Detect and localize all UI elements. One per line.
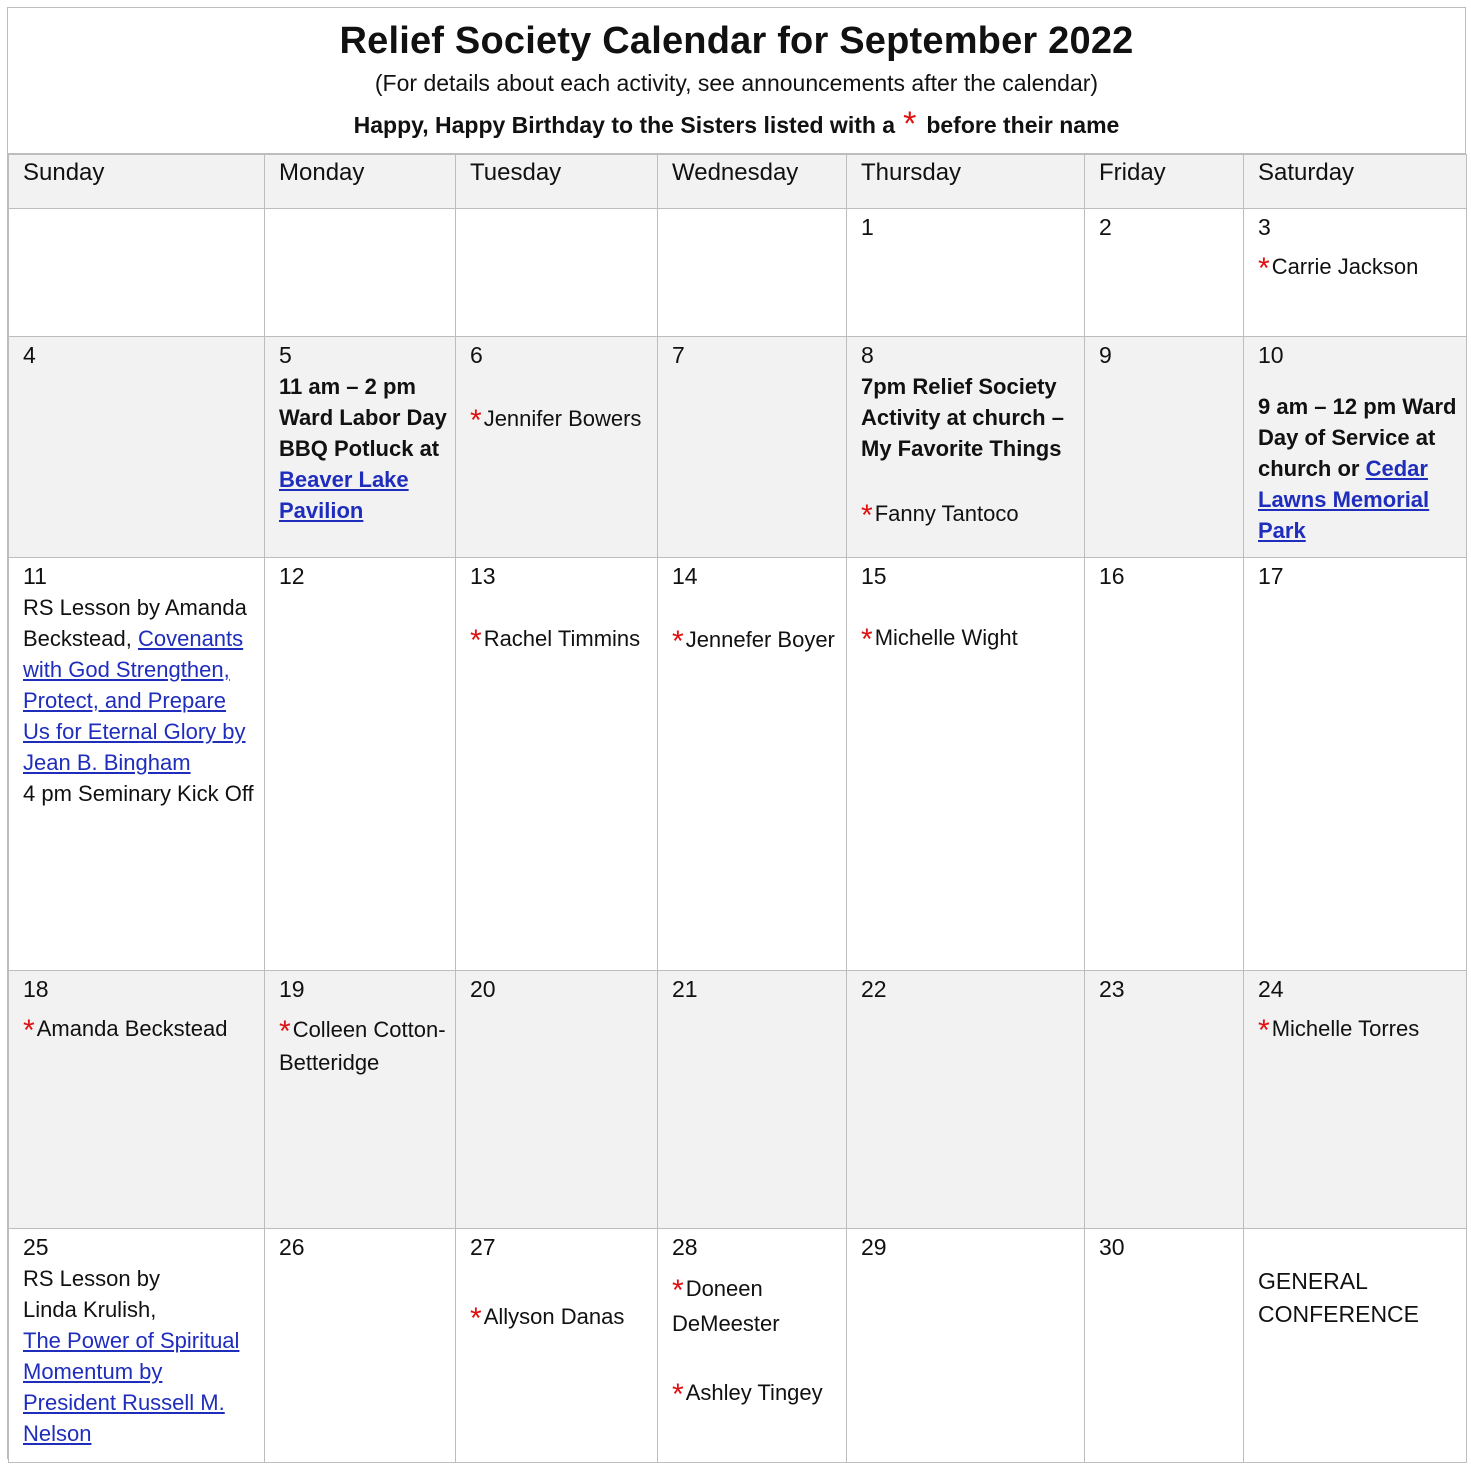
day-number: 2: [1099, 214, 1112, 240]
event-text: 4 pm Seminary Kick Off: [23, 781, 254, 806]
day-cell-20: [456, 971, 658, 1229]
day-cell-empty: [658, 209, 847, 337]
day-number: 4: [23, 342, 36, 368]
day-cell-28: [658, 1229, 847, 1463]
weekday-sunday: Sunday: [9, 155, 265, 209]
day-number: 7: [672, 342, 685, 368]
day-number: 11: [23, 563, 47, 589]
event-location-link[interactable]: Beaver Lake Pavilion: [279, 467, 409, 523]
day-cell-empty: [9, 209, 265, 337]
birthday-name: Rachel Timmins: [483, 626, 641, 651]
weekday-header-row: [9, 155, 1467, 209]
day-cell-9: [1085, 337, 1244, 558]
day-number: 29: [861, 1234, 887, 1260]
day-number: 28: [672, 1234, 698, 1260]
day-cell-8: [847, 337, 1085, 558]
day-number: 23: [1099, 976, 1125, 1002]
day-number: 27: [470, 1234, 496, 1260]
birthday-name: Fanny Tantoco: [874, 501, 1019, 526]
birthday-entry: [470, 401, 649, 436]
day-number: 30: [1099, 1234, 1125, 1260]
weekday-thursday: Thursday: [847, 155, 1085, 209]
day-cell-19: [265, 971, 456, 1229]
birthday-star-icon: *: [1258, 252, 1270, 285]
day-number: 8: [861, 342, 874, 368]
day-number: 20: [470, 976, 496, 1002]
day-number: 16: [1099, 563, 1125, 589]
weekday-saturday: Saturday: [1244, 155, 1467, 209]
day-number: 15: [861, 563, 887, 589]
birthday-star-icon: *: [470, 404, 482, 437]
day-number: 14: [672, 563, 698, 589]
day-number: 19: [279, 976, 305, 1002]
day-cell-25: [9, 1229, 265, 1463]
day-number: 26: [279, 1234, 305, 1260]
page-subtitle: (For details about each activity, see announcements after the calendar): [374, 70, 1099, 96]
day-cell-23: [1085, 971, 1244, 1229]
week-row-3: [9, 558, 1467, 971]
birthday-entry: [1258, 251, 1458, 285]
birthday-name: Ashley Tingey: [685, 1380, 823, 1405]
birthday-name: Jennefer Boyer: [685, 627, 835, 652]
day-number: 3: [1258, 214, 1271, 240]
day-number: 12: [279, 563, 305, 589]
day-cell-14: [658, 558, 847, 971]
event-text: 11 am – 2 pm Ward Labor Day BBQ Potluck at: [279, 374, 447, 461]
event-location-link[interactable]: Cedar Lawns Memorial Park: [1258, 456, 1430, 543]
day-number: 18: [23, 976, 49, 1002]
birthday-name: Doneen DeMeester: [672, 1276, 780, 1336]
day-cell-note: [1244, 1229, 1467, 1463]
day-cell-30: [1085, 1229, 1244, 1463]
day-cell-5: [265, 337, 456, 558]
birthday-name: Amanda Beckstead: [36, 1016, 228, 1041]
lesson-text: RS Lesson by Amanda Beckstead,: [23, 595, 247, 651]
day-cell-7: [658, 337, 847, 558]
day-number: 13: [470, 563, 496, 589]
day-cell-empty: [265, 209, 456, 337]
birthday-star-icon: *: [23, 1014, 35, 1047]
week-row-1: [9, 209, 1467, 337]
calendar: [7, 7, 1466, 1459]
day-number: 9: [1099, 342, 1112, 368]
day-cell-21: [658, 971, 847, 1229]
birthday-entry: [861, 622, 1076, 656]
day-cell-4: [9, 337, 265, 558]
birthday-entry: [672, 622, 838, 658]
birthday-entry: [1258, 1013, 1458, 1047]
day-cell-27: [456, 1229, 658, 1463]
day-cell-empty: [456, 209, 658, 337]
birthday-star-icon: *: [1258, 1014, 1270, 1047]
birthday-name: Jennifer Bowers: [483, 406, 642, 431]
day-cell-17: [1244, 558, 1467, 971]
day-number: 1: [861, 214, 874, 240]
weekday-wednesday: Wednesday: [658, 155, 847, 209]
week-row-2: [9, 337, 1467, 558]
birthday-name: Allyson Danas: [483, 1304, 625, 1329]
day-cell-6: [456, 337, 658, 558]
page-title: Relief Society Calendar for September 2022: [339, 20, 1134, 62]
day-number: 17: [1258, 563, 1284, 589]
birthday-name: Carrie Jackson: [1271, 254, 1419, 279]
birthday-entry: [279, 1013, 447, 1079]
birthday-star-icon: *: [470, 1302, 482, 1335]
day-cell-29: [847, 1229, 1085, 1463]
day-cell-1: [847, 209, 1085, 337]
birthday-star-icon: *: [279, 1015, 291, 1048]
calendar-grid: [8, 154, 1467, 1463]
birthday-entry: [861, 498, 1076, 532]
birthday-star-icon: *: [672, 625, 684, 658]
birthday-star-icon: *: [672, 1274, 684, 1307]
birthday-note: [8, 105, 1465, 143]
birthday-note-suffix: before their name: [926, 112, 1120, 138]
day-number: 21: [672, 976, 698, 1002]
lesson-text: RS Lesson by Linda Krulish,: [23, 1266, 160, 1322]
event-text: 7pm Relief Society Activity at church – My Favorite Things: [861, 374, 1064, 461]
day-cell-3: [1244, 209, 1467, 337]
day-cell-10: [1244, 337, 1467, 558]
birthday-note-text: Happy, Happy Birthday to the Sisters listed with a: [353, 112, 896, 138]
birthday-entry: [672, 1271, 838, 1341]
birthday-star-icon: *: [861, 499, 873, 532]
week-row-4: [9, 971, 1467, 1229]
birthday-entry: [470, 1301, 649, 1335]
day-cell-15: [847, 558, 1085, 971]
day-number: 25: [23, 1234, 49, 1260]
event-text: 9 am – 12 pm Ward Day of Service at church or: [1258, 394, 1457, 481]
day-cell-12: [265, 558, 456, 971]
birthday-name: Michelle Torres: [1271, 1016, 1420, 1041]
weekday-tuesday: Tuesday: [456, 155, 658, 209]
lesson-link[interactable]: Covenants with God Strengthen, Protect, and Prepare Us for Eternal Glory by Jean B. Bingham: [23, 626, 246, 775]
day-cell-11: [9, 558, 265, 971]
day-cell-24: [1244, 971, 1467, 1229]
day-number: 22: [861, 976, 887, 1002]
day-cell-2: [1085, 209, 1244, 337]
birthday-star-icon: *: [470, 624, 482, 657]
weekday-monday: Monday: [265, 155, 456, 209]
birthday-star-icon: *: [861, 623, 873, 656]
birthday-star-icon: *: [903, 105, 917, 143]
lesson-link[interactable]: The Power of Spiritual Momentum by President Russell M. Nelson: [23, 1328, 240, 1446]
birthday-entry: [23, 1013, 256, 1047]
birthday-name: Colleen Cotton-Betteridge: [279, 1017, 446, 1075]
day-cell-13: [456, 558, 658, 971]
birthday-name: Michelle Wight: [874, 625, 1018, 650]
day-number: 24: [1258, 976, 1284, 1002]
day-number: 5: [279, 342, 292, 368]
birthday-star-icon: *: [672, 1378, 684, 1411]
day-number: 10: [1258, 342, 1284, 368]
day-cell-16: [1085, 558, 1244, 971]
weekday-friday: Friday: [1085, 155, 1244, 209]
birthday-entry: [672, 1377, 838, 1411]
week-row-5: [9, 1229, 1467, 1463]
day-number: 6: [470, 342, 483, 368]
day-cell-26: [265, 1229, 456, 1463]
day-cell-18: [9, 971, 265, 1229]
calendar-header: [8, 8, 1465, 154]
day-cell-22: [847, 971, 1085, 1229]
general-conference-note: GENERAL CONFERENCE: [1258, 1268, 1420, 1327]
birthday-entry: [470, 622, 649, 656]
